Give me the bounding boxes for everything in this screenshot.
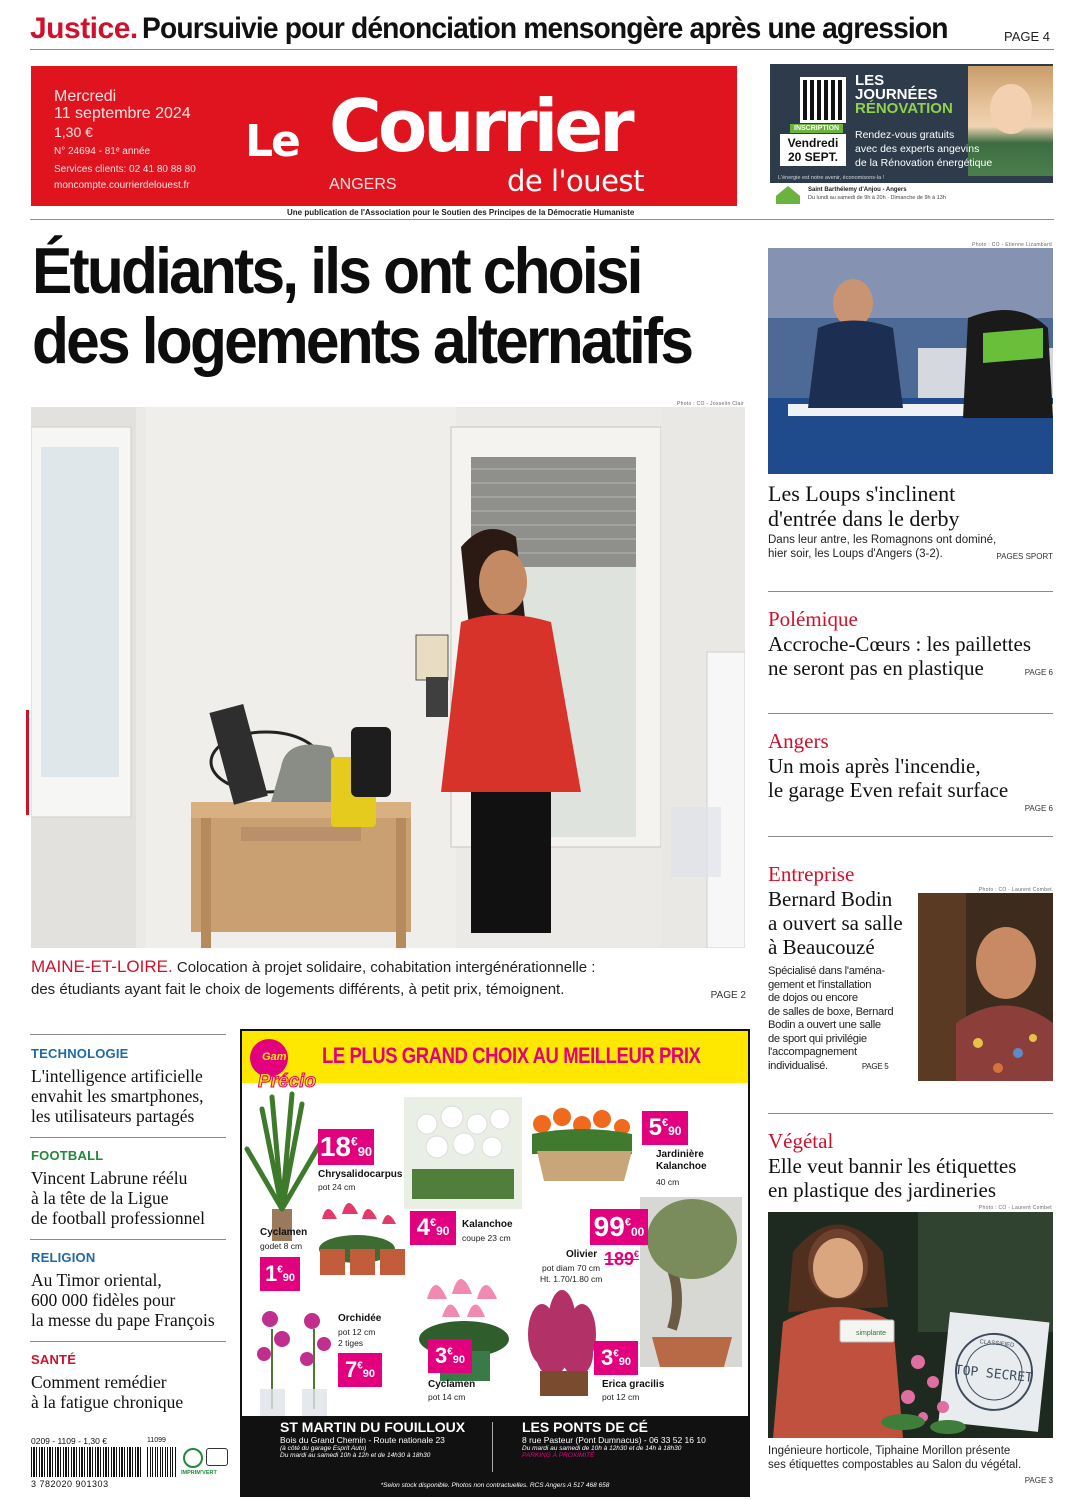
entreprise-text-5: Bodin a ouvert une salle [768, 1019, 881, 1031]
vegetal-caption-2: ses étiquettes compostables au Salon du végétal. [768, 1459, 1022, 1471]
sport-photo[interactable] [768, 248, 1053, 474]
barcode-number: 3 782020 901303 [31, 1479, 109, 1489]
brief-line: Vincent Labrune réélu [31, 1168, 188, 1188]
brief-line: de football professionnel [31, 1208, 205, 1228]
lead-accent-bar [26, 710, 29, 815]
promo-ad[interactable] [770, 64, 1053, 207]
price-int: 3 [600, 1345, 614, 1370]
price-int: 4 [416, 1214, 430, 1241]
sport-headline-1: Les Loups s'inclinent [768, 481, 956, 506]
sport-headline-2: d'entrée dans le derby [768, 506, 960, 531]
price-tag-jardiniere: 5€90 [642, 1111, 688, 1145]
logo-ouest: de l'ouest [507, 164, 644, 198]
angers-brief[interactable] [768, 729, 1053, 813]
price-int: 18 [319, 1131, 351, 1162]
promo-date [780, 134, 846, 166]
ad-logo-bottom: Précio [258, 1071, 317, 1092]
entreprise-text-8 [768, 1060, 916, 1074]
promo-desc-3: de la Rénovation énergétique [855, 157, 993, 169]
detail-cyclamen-large: pot 14 cm [428, 1392, 466, 1402]
brief-category: SANTÉ [31, 1352, 77, 1367]
imprim-vert: IMPRIM'VERT [181, 1470, 217, 1476]
qr-code[interactable] [800, 77, 846, 123]
store2-line3: PARKING À PROXIMITÉ [522, 1452, 595, 1459]
rule-left-1 [30, 1137, 226, 1138]
banner-section: Justice. [30, 12, 138, 45]
logo-courrier: Courrier [329, 84, 631, 168]
promo-day: Vendredi [787, 136, 839, 150]
detail-orchidee: pot 12 cm [338, 1327, 376, 1337]
brief-technologie[interactable] [31, 1046, 227, 1126]
brief-line: L'intelligence artificielle [31, 1066, 203, 1086]
polemique-kicker: Polémique [768, 607, 858, 631]
vegetal-photo-illustration [768, 1212, 1053, 1438]
vegetal-stamp-text: TOP SECRET [954, 1362, 1034, 1386]
polemique-headline-2: ne seront pas en plastique [768, 656, 984, 680]
angers-headline-2: le garage Even refait surface [768, 778, 1009, 802]
entreprise-text-7: l'accompagnement [768, 1046, 857, 1058]
entreprise-headline-3: à Beaucouzé [768, 935, 875, 959]
barcode-bars [31, 1447, 143, 1477]
store2-name: LES PONTS DE CÉ [522, 1419, 649, 1435]
entreprise-photo[interactable] [918, 893, 1053, 1081]
price-dec: 90 [452, 1354, 466, 1366]
ad-store-1[interactable] [280, 1419, 500, 1459]
lead-photo[interactable] [31, 407, 745, 948]
palm-illustration [247, 1094, 320, 1241]
price-tag-cyclamen-large: 3€90 [428, 1339, 472, 1373]
price-dec: 90 [357, 1144, 373, 1159]
entreprise-text-2: gement et l'installation [768, 978, 872, 991]
rule-right-4 [768, 1113, 1053, 1114]
ad-footer [242, 1416, 748, 1495]
rule-right-3 [768, 836, 1053, 837]
brief-line: à la fatigue chronique [31, 1392, 184, 1412]
entreprise-text [768, 965, 916, 1073]
vegetal-stamp-ring: CLASSIFIED [979, 1339, 1015, 1349]
label-erica: Erica gracilis [602, 1379, 665, 1390]
service-phone: Services clients: 02 41 80 88 80 [54, 164, 196, 175]
store-logo-icon [776, 186, 800, 204]
detail-cyclamen-small: godet 8 cm [260, 1241, 303, 1251]
brief-line: envahit les smartphones, [31, 1086, 204, 1106]
price-dec: 90 [618, 1356, 632, 1368]
label-chrysalidocarpus: Chrysalidocarpus [318, 1169, 403, 1180]
vegetal-kicker: Végétal [768, 1129, 834, 1153]
recycle-icon [183, 1448, 203, 1468]
promo-hours: Du lundi au samedi de 9h à 20h · Dimanche de 9h à 13h [808, 195, 946, 201]
price-int: 5 [648, 1114, 662, 1141]
detail-jardiniere: 40 cm [656, 1177, 680, 1187]
price-dec: 90 [282, 1272, 296, 1284]
vegetal-card-text: simplante [856, 1330, 886, 1337]
sport-page-ref: PAGES SPORT [996, 552, 1053, 561]
lead-headline-line1: Étudiants, ils ont choisi [32, 234, 641, 307]
lead-caption-1: Colocation à projet solidaire, cohabitation intergénérationnelle : [172, 959, 596, 976]
entreprise-text-4: de salles de boxe, Bernard [768, 1005, 894, 1018]
ad-store-2[interactable] [522, 1419, 742, 1459]
vegetal-caption [768, 1444, 1053, 1485]
entreprise-brief[interactable] [768, 862, 916, 1073]
price-tag-olivier: 99€00 [590, 1209, 648, 1245]
price-int: 7 [344, 1357, 358, 1382]
price-tag-erica: 3€90 [594, 1341, 638, 1375]
lead-headline[interactable] [32, 236, 752, 376]
brief-religion[interactable] [31, 1250, 227, 1330]
logo[interactable] [245, 84, 685, 198]
brief-football[interactable] [31, 1148, 227, 1228]
sport-headline[interactable] [768, 481, 1053, 531]
promo-title-3: RÉNOVATION [855, 100, 953, 117]
lead-caption-2: des étudiants ayant fait le choix de logements différents, à petit prix, témoignent. [31, 981, 565, 998]
brief-line: Comment remédier [31, 1372, 167, 1392]
rule-left-2 [30, 1239, 226, 1240]
entreprise-photo-illustration [918, 893, 1053, 1081]
price-dec: 00 [630, 1225, 645, 1239]
old-price-currency: € [634, 1249, 640, 1259]
barcode-addon-number: 11099 [147, 1437, 166, 1444]
promo-store: Saint Barthélemy d'Anjou - Angers [808, 187, 907, 193]
sport-photo-illustration [768, 248, 1053, 474]
vegetal-caption-1: Ingénieure horticole, Tiphaine Morillon présente [768, 1445, 1011, 1457]
issue-number: N° 24694 - 81ᵉ année [54, 146, 151, 157]
price-dec: 90 [362, 1368, 376, 1380]
label-olivier: Olivier [566, 1249, 598, 1260]
date: 11 septembre 2024 [54, 105, 191, 122]
lead-kicker: MAINE-ET-LOIRE. [31, 957, 173, 976]
price-tag-kalanchoe: 4€90 [410, 1211, 456, 1245]
logo-le: Le [245, 116, 299, 167]
vegetal-brief[interactable] [768, 1129, 1053, 1202]
store2-line1: 8 rue Pasteur (Pont Dumnacus) - 06 33 52 16 10 [522, 1435, 706, 1445]
vegetal-photo[interactable] [768, 1212, 1053, 1438]
store2-line2: Du mardi au samedi de 10h à 12h30 et de 14h à 18h30 [522, 1445, 682, 1452]
detail-erica: pot 12 cm [602, 1392, 640, 1402]
lead-page-ref: PAGE 2 [710, 990, 746, 1001]
banner-headline[interactable]: Poursuivie pour dénonciation mensongère après une agression [142, 12, 948, 45]
brief-line: les utilisateurs partagés [31, 1106, 195, 1126]
entreprise-kicker: Entreprise [768, 862, 855, 886]
brief-line: 600 000 fidèles pour [31, 1290, 176, 1310]
brief-category: FOOTBALL [31, 1148, 104, 1163]
entreprise-text-8-span: individualisé. [768, 1059, 828, 1072]
vegetal-credit: Photo : CO - Laurent Combet [978, 1205, 1052, 1211]
banner-page-ref: PAGE 4 [1004, 29, 1051, 44]
lead-photo-illustration [31, 407, 745, 948]
polemique-brief[interactable] [768, 607, 1053, 680]
entreprise-headline-2: a ouvert sa salle [768, 911, 903, 935]
polemique-headline-1: Accroche-Cœurs : les paillettes [768, 632, 1031, 656]
barcode-addon [147, 1447, 177, 1477]
ad-logo-top: Gam [262, 1051, 287, 1063]
promo-desc-1: Rendez-vous gratuits [855, 129, 955, 141]
detail-kalanchoe: coupe 23 cm [462, 1233, 511, 1243]
ad-footer-divider [492, 1422, 493, 1472]
store1-line3: Du mardi au samedi 10h à 12h et de 14h30 à 18h30 [280, 1452, 431, 1459]
brief-line: Au Timor oriental, [31, 1270, 162, 1290]
ad-headline: LE PLUS GRAND CHOIX AU MEILLEUR PRIX [322, 1043, 701, 1068]
promo-store-band [770, 183, 1053, 207]
lead-caption [31, 956, 746, 1001]
price-int: 99 [593, 1211, 625, 1242]
sport-text-2: hier soir, les Loups d'Angers (3-2). [768, 548, 943, 560]
price-tag-cyclamen-small: 1€90 [260, 1257, 300, 1291]
vegetal-headline-2: en plastique des jardineries [768, 1178, 997, 1202]
promo-desc [855, 128, 992, 170]
banner-rule [30, 49, 1054, 50]
brief-sante[interactable] [31, 1352, 227, 1412]
entreprise-text-1: Spécialisé dans l'aména- [768, 965, 885, 977]
brief-line: à la tête de la Ligue [31, 1188, 169, 1208]
entreprise-headline-1: Bernard Bodin [768, 887, 893, 911]
promo-footer: L'énergie est notre avenir, économisons-la ! [778, 175, 885, 181]
label-cyclamen-large: Cyclamen [428, 1379, 476, 1390]
label-orchidee: Orchidée [338, 1313, 382, 1324]
label-kalanchoe: Kalanchoe [462, 1219, 513, 1230]
store1-line2: (à côté du garage Esprit Auto) [280, 1445, 367, 1452]
sport-text-1: Dans leur antre, les Romagnons ont dominé, [768, 534, 997, 546]
price-int: 1 [264, 1261, 278, 1286]
tagline: Une publication de l'Association pour le Soutien des Principes de la Démocratie Humaniste [287, 208, 635, 217]
price-int: 3 [434, 1343, 448, 1368]
promo-date-text: 20 SEPT. [787, 150, 839, 164]
detail-olivier: pot diam 70 cm [542, 1263, 601, 1273]
angers-kicker: Angers [768, 729, 829, 753]
store1-name: ST MARTIN DU FOUILLOUX [280, 1419, 466, 1435]
top-banner [30, 12, 1054, 50]
barcode-code: 0209 - 1109 - 1,30 € [31, 1436, 107, 1446]
promo-title [855, 74, 953, 116]
angers-headline-1: Un mois après l'incendie, [768, 754, 981, 778]
weekday: Mercredi [54, 88, 117, 105]
rule-right-1 [768, 591, 1053, 592]
brief-category: TECHNOLOGIE [31, 1046, 129, 1061]
polemique-page-ref: PAGE 6 [1024, 668, 1053, 677]
advert[interactable] [240, 1029, 750, 1497]
entreprise-text-3: de dojos ou encore [768, 992, 858, 1004]
old-price-olivier [604, 1249, 639, 1270]
website-link[interactable]: moncompte.courrierdelouest.fr [54, 180, 190, 191]
masthead-rule [30, 219, 1054, 220]
vegetal-page-ref: PAGE 3 [1024, 1476, 1053, 1485]
sport-credit: Photo : CO - Etienne Lizambard [972, 242, 1052, 248]
triman-icon [206, 1448, 228, 1466]
price-tag-chrysalidocarpus: 18€90 [318, 1129, 374, 1165]
promo-title-2: JOURNÉES [855, 86, 938, 103]
entreprise-credit: Photo : CO - Laurent Combet [978, 887, 1052, 893]
entreprise-page-ref: PAGE 5 [861, 1061, 889, 1071]
promo-title-1: LES [855, 72, 885, 89]
rule-right-2 [768, 713, 1053, 714]
store1-line1: Bois du Grand Chemin - Route nationale 23 [280, 1435, 445, 1445]
angers-page-ref: PAGE 6 [1024, 804, 1053, 813]
label-jardiniere: Jardinière Kalanchoe [656, 1149, 707, 1172]
rule-left-0 [30, 1034, 226, 1035]
date-block [54, 88, 196, 193]
price-tag-orchidee: 7€90 [338, 1353, 382, 1387]
old-price: 189 [604, 1249, 635, 1269]
detail2-orchidee: 2 tiges [338, 1338, 364, 1348]
sport-text [768, 533, 1053, 561]
label-cyclamen-small: Cyclamen [260, 1227, 308, 1238]
promo-badge: INSCRIPTION [790, 124, 843, 133]
rule-left-3 [30, 1341, 226, 1342]
entreprise-text-6: de sport qui privilégie [768, 1032, 867, 1045]
detail2-olivier: Ht. 1.70/1.80 cm [540, 1274, 603, 1284]
masthead [31, 66, 737, 206]
price: 1,30 € [54, 124, 93, 140]
detail-chrysalidocarpus: pot 24 cm [318, 1182, 356, 1192]
brief-line: la messe du pape François [31, 1310, 215, 1330]
ad-footnote: *Selon stock disponible. Photos non contractuelles. RCS Angers A 517 468 658 [380, 1482, 610, 1489]
brief-category: RELIGION [31, 1250, 96, 1265]
logo-edition: ANGERS [329, 176, 397, 193]
lead-photo-credit: Photo : CO - Josselin Clair [676, 401, 744, 407]
price-dec: 90 [668, 1124, 682, 1138]
promo-desc-2: avec des experts angevins [855, 143, 980, 155]
barcode-block [31, 1436, 231, 1492]
price-dec: 90 [436, 1224, 450, 1238]
lead-headline-line2: des logements alternatifs [32, 304, 692, 377]
vegetal-headline-1: Elle veut bannir les étiquettes [768, 1154, 1017, 1178]
